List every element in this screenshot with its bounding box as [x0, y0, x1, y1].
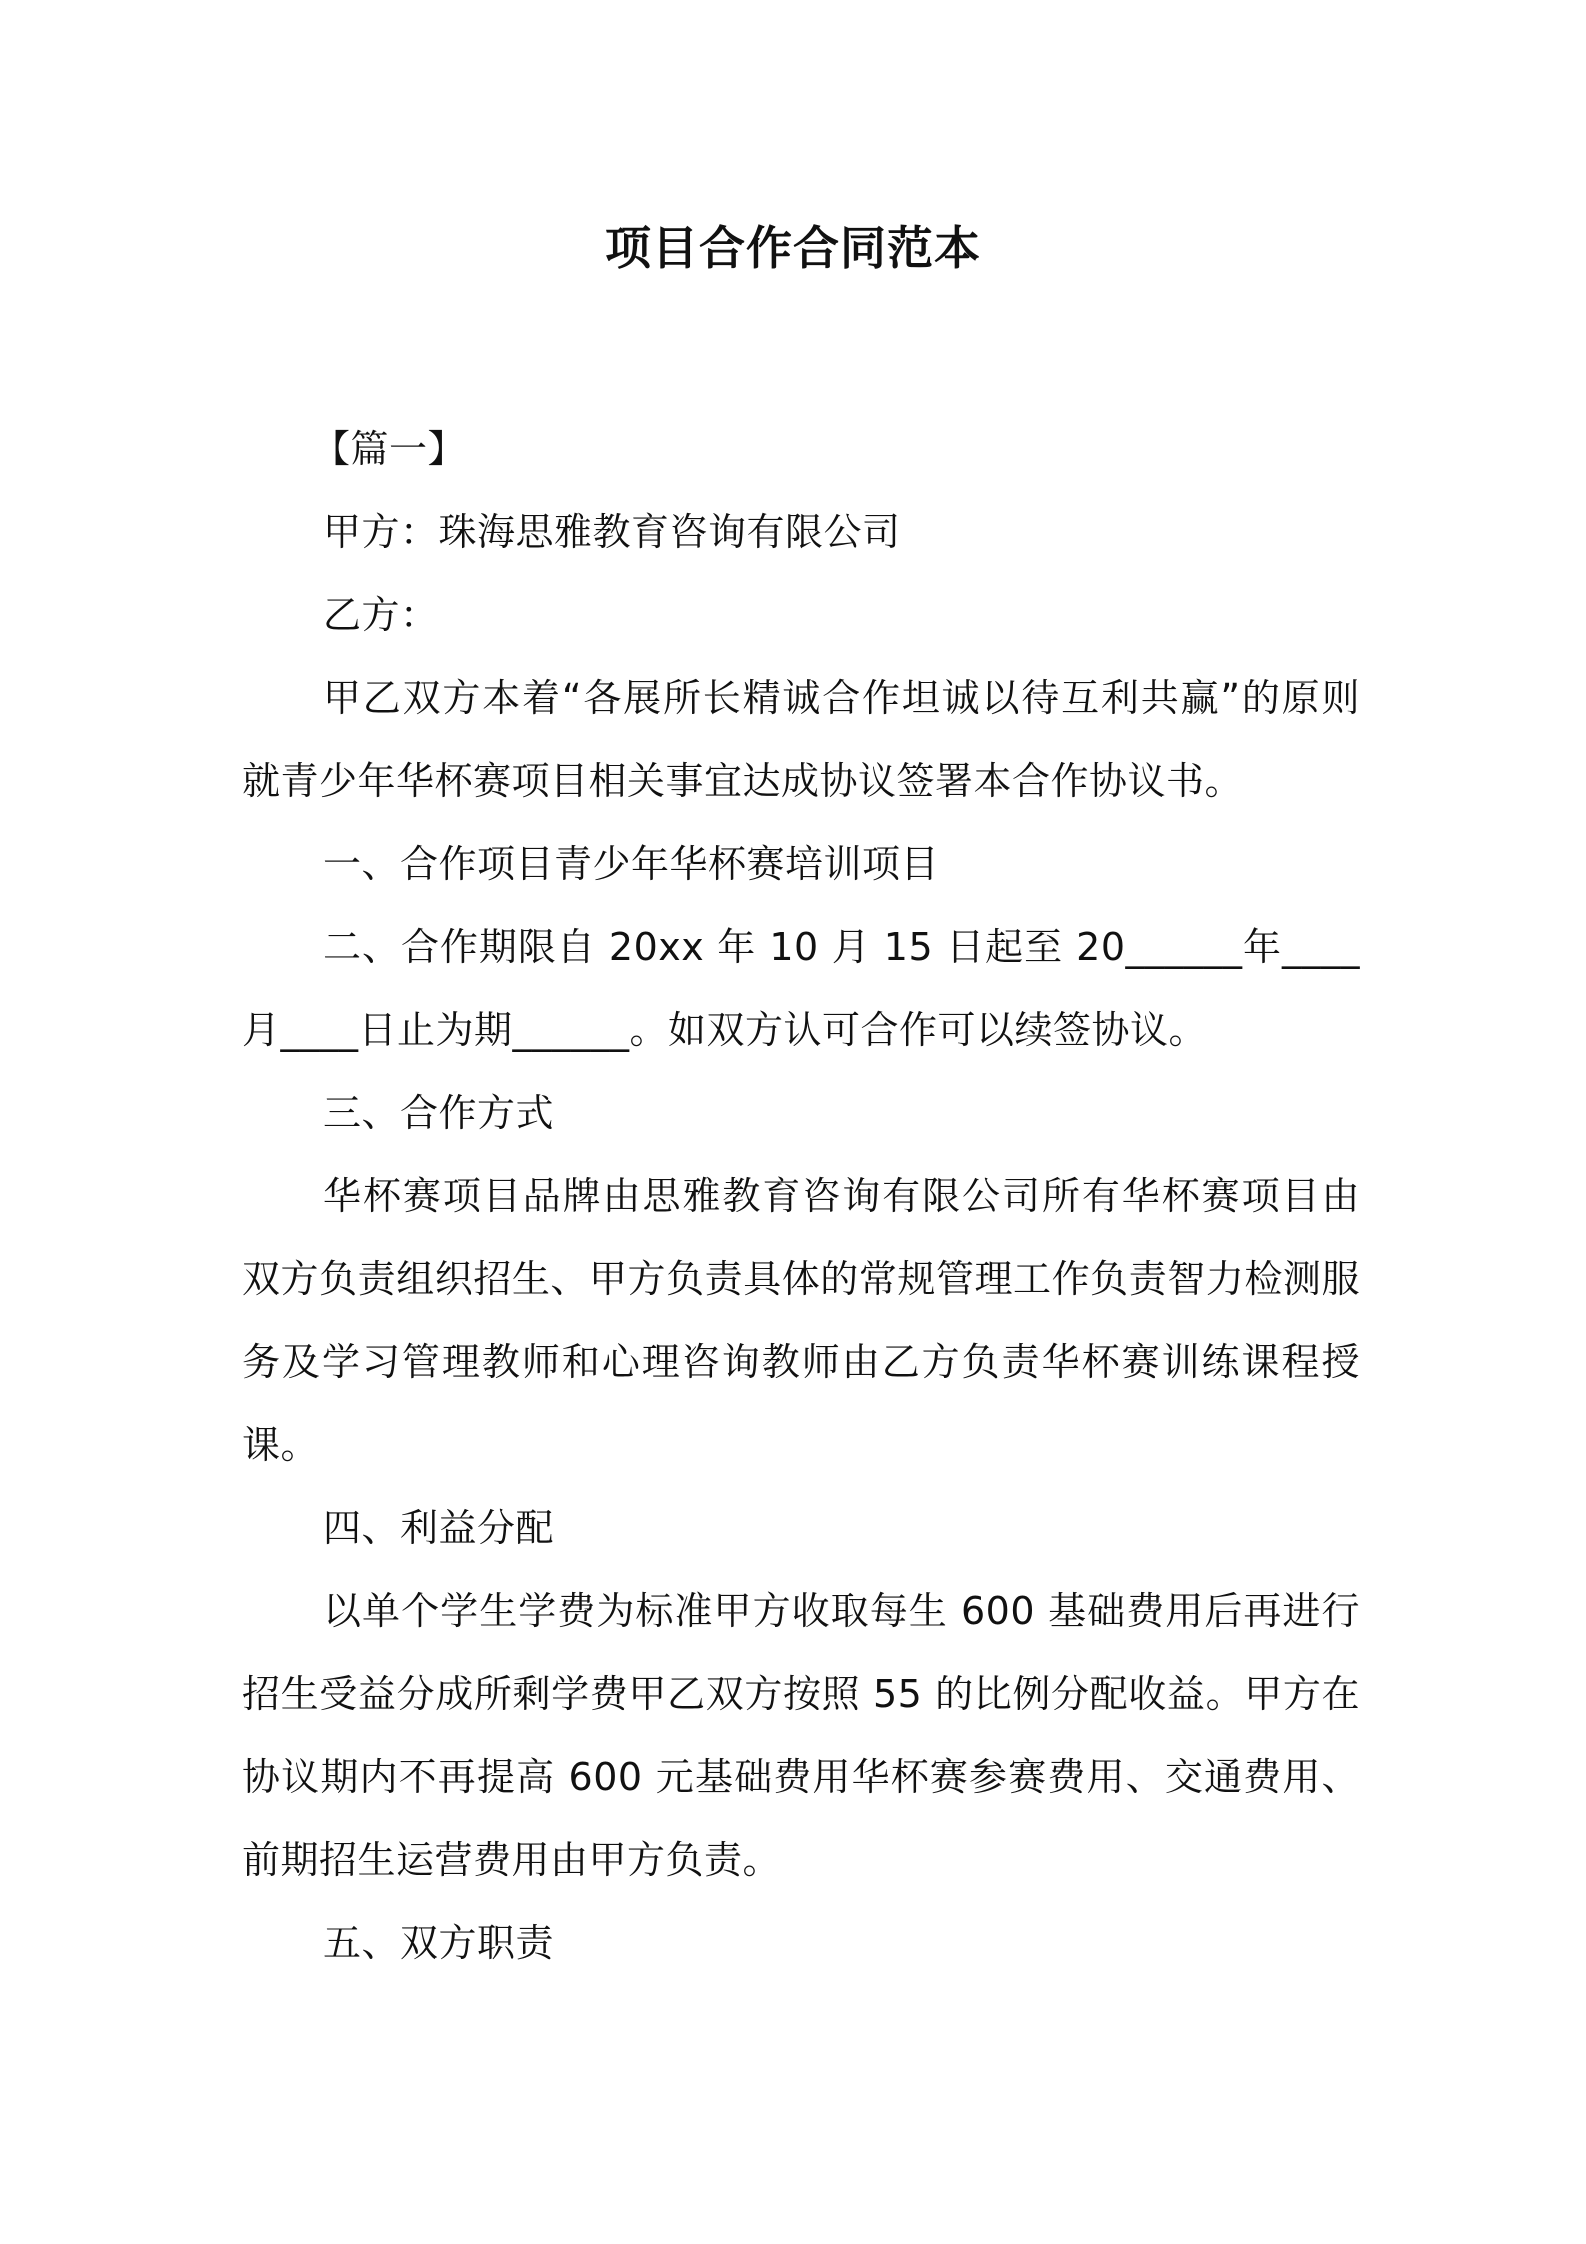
- clause-2-paragraph: 二、合作期限自 20xx 年 10 月 15 日起至 20______年____月____日止为期______。如双方认可合作可以续签协议。: [242, 925, 1360, 1052]
- party-a: 甲方：珠海思雅教育咨询有限公司: [323, 510, 901, 554]
- clause-4-paragraph: 以单个学生学费为标准甲方收取每生 600 基础费用后再进行招生受益分成所剩学费甲乙双方按照 55 的比例分配收益。甲方在协议期内不再提高 600 元基础费用华杯赛参赛费用、交通费用、前期招生运营费用由甲方负责。: [242, 1589, 1360, 1882]
- document-title: 项目合作合同范本: [605, 221, 981, 275]
- party-b: 乙方：: [323, 593, 439, 637]
- clause-3-heading: 三、合作方式: [323, 1091, 555, 1135]
- clause-5-heading: 五、双方职责: [323, 1921, 555, 1965]
- document-body: [242, 408, 1360, 1985]
- clause-1-heading: 一、合作项目青少年华杯赛培训项目: [323, 842, 940, 886]
- clause-3-paragraph: 华杯赛项目品牌由思雅教育咨询有限公司所有华杯赛项目由双方负责组织招生、甲方负责具体的常规管理工作负责智力检测服务及学习管理教师和心理咨询教师由乙方负责华杯赛训练课程授课。: [242, 1174, 1360, 1467]
- section-marker: 【篇一】: [312, 427, 467, 471]
- clause-4-heading: 四、利益分配: [323, 1506, 555, 1550]
- preamble-paragraph: 甲乙双方本着“各展所长精诚合作坦诚以待互利共赢”的原则就青少年华杯赛项目相关事宜达成协议签署本合作协议书。: [242, 676, 1360, 803]
